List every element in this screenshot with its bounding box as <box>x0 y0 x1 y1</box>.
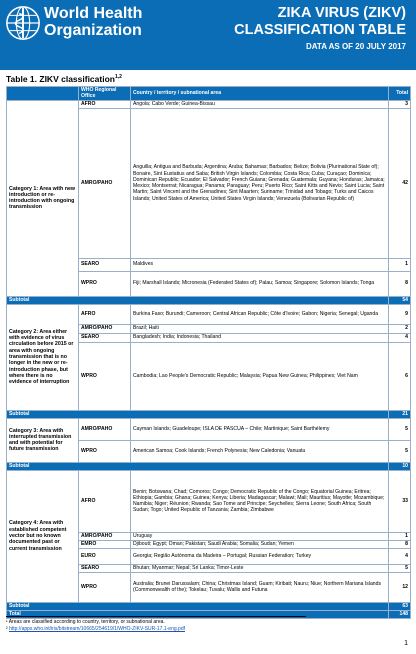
page-number: 1 <box>404 640 408 647</box>
org-line-1: World Health <box>44 5 143 22</box>
office-cell: AFRO <box>79 304 131 324</box>
grand-total-value: 148 <box>389 610 411 618</box>
caption-footnote-refs: 1,2 <box>114 74 122 81</box>
table-row <box>7 304 411 324</box>
areas-cell: Brazil; Haiti <box>131 324 389 333</box>
grand-total-label: Total <box>7 610 389 618</box>
office-cell: AMRO/PAHO <box>79 418 131 440</box>
data-date: DATA AS OF 20 JULY 2017 <box>305 42 406 51</box>
total-cell: 8 <box>389 540 411 548</box>
subtotal-label: Subtotal <box>7 296 389 304</box>
subtotal-label: Subtotal <box>7 462 389 470</box>
category-3-label: Category 3: Area with interrupted transmission and with potential for future transmission <box>7 418 79 462</box>
org-line-2: Organization <box>44 22 142 39</box>
subtotal-value: 63 <box>389 602 411 610</box>
office-cell: SEARO <box>79 333 131 342</box>
areas-cell: Uruguay <box>131 532 389 540</box>
caption-text: Table 1. ZIKV classification <box>6 74 115 84</box>
table-row <box>7 100 411 108</box>
total-cell: 42 <box>389 108 411 258</box>
areas-cell: American Samoa; Cook Islands; French Polynesia; New Caledonia; Vanuatu <box>131 440 389 462</box>
subtotal-row <box>7 462 411 470</box>
areas-cell: Cambodia; Lao People's Democratic Republic; Malaysia; Papua New Guinea; Philippines; Viet Nam <box>131 342 389 410</box>
total-cell: 5 <box>389 440 411 462</box>
areas-cell: Fiji; Marshall Islands; Micronesia (Federated States of); Palau; Samoa; Singapore; Solomon Islands; Tonga <box>131 271 389 296</box>
total-cell: 5 <box>389 564 411 572</box>
total-cell: 2 <box>389 324 411 333</box>
areas-cell: Burkina Faso; Burundi; Cameroon; Central African Republic; Côte d'Ivoire; Gabon; Nigeria; Senegal; Uganda <box>131 304 389 324</box>
office-cell: AMRO/PAHO <box>79 532 131 540</box>
footnote-1: ¹ Areas are classified according to country, territory, or subnational area. <box>6 619 165 625</box>
classification-table <box>6 86 411 619</box>
total-cell: 4 <box>389 548 411 564</box>
office-cell: WPRO <box>79 271 131 296</box>
header-total: Total <box>389 87 411 101</box>
areas-cell: Bangladesh; India; Indonesia; Thailand <box>131 333 389 342</box>
areas-cell: Angola; Cabo Verde; Guinea-Bissau <box>131 100 389 108</box>
total-cell: 8 <box>389 271 411 296</box>
office-cell: AMRO/PAHO <box>79 108 131 258</box>
total-cell: 3 <box>389 100 411 108</box>
footnotes <box>6 616 306 633</box>
subtotal-row <box>7 602 411 610</box>
office-cell: WPRO <box>79 342 131 410</box>
table-header-row <box>7 87 411 101</box>
areas-cell: Georgia; Região Autónoma da Madeira – Portugal; Russian Federation; Turkey <box>131 548 389 564</box>
total-cell: 1 <box>389 258 411 271</box>
total-cell: 6 <box>389 342 411 410</box>
subtotal-row <box>7 296 411 304</box>
title-line-1: ZIKA VIRUS (ZIKV) <box>277 5 406 21</box>
office-cell: SEARO <box>79 258 131 271</box>
subtotal-value: 21 <box>389 410 411 418</box>
office-cell: EURO <box>79 548 131 564</box>
office-cell: WPRO <box>79 440 131 462</box>
header-areas: Country / territory / subnational area <box>131 87 389 101</box>
document-title <box>234 5 406 53</box>
subtotal-value: 10 <box>389 462 411 470</box>
header-category <box>7 87 79 101</box>
total-cell: 33 <box>389 470 411 532</box>
office-cell: WPRO <box>79 572 131 602</box>
total-cell: 4 <box>389 333 411 342</box>
category-1-label: Category 1: Area with new introduction or re-introduction with ongoing transmission <box>7 100 79 296</box>
areas-cell: Djibouti; Egypt; Oman; Pakistan; Saudi Arabia; Somalia; Sudan; Yemen <box>131 540 389 548</box>
office-cell: AFRO <box>79 470 131 532</box>
total-cell: 9 <box>389 304 411 324</box>
areas-cell: Anguilla; Antigua and Barbuda; Argentina; Aruba; Bahamas; Barbados; Belize; Bolivia (Plurinational State of); Bonaire, Sint Eustatius and Saba; British Virgin Islands; Colombia; Costa Rica; Cuba; Curaçao; Dominica; Dominican Republic; Ecuador; El Salvador; French Guiana; Grenada; Guatemala; Guyana; Honduras; Jamaica; Mexico; Montserrat; Nicaragua; Panama; Paraguay; Peru; Puerto Rico; Saint Kitts and Nevis; Saint Lucia; Saint Martin; Saint Vincent and the Grenadines; Sint Maarten; Suriname; Trinidad and Tobago; Turks and Caicos Islands; United States of America; United States Virgin Islands; Venezuela (Bolivarian Republic of) <box>131 108 389 258</box>
office-cell: AFRO <box>79 100 131 108</box>
total-cell: 1 <box>389 532 411 540</box>
footnote-2 <box>6 626 306 633</box>
organization-name <box>44 5 142 39</box>
areas-cell: Benin; Botswana; Chad; Comoros; Congo; Democratic Republic of the Congo; Equatorial Guinea; Eritrea; Ethiopia; Gambia; Ghana; Guinea; Kenya; Liberia; Madagascar; Malawi; Mali; Mauritius; Mayotte; Mozambique; Namibia; Niger; Réunion; Rwanda; Sao Tome and Principe; Seychelles; Sierra Leone; South Africa; South Sudan; Togo; United Republic of Tanzania; Zambia; Zimbabwe <box>131 470 389 532</box>
subtotal-value: 54 <box>389 296 411 304</box>
areas-cell: Bhutan; Myanmar; Nepal; Sri Lanka; Timor-Leste <box>131 564 389 572</box>
table-row <box>7 418 411 440</box>
office-cell: SEARO <box>79 564 131 572</box>
office-cell: EMRO <box>79 540 131 548</box>
table-row <box>7 470 411 532</box>
areas-cell: Australia; Brunei Darussalam; China; Christmas Island; Guam; Kiribati; Nauru; Niue; Northern Mariana Islands (Commonwealth of the); Tokelau; Tuvalu; Wallis and Futuna <box>131 572 389 602</box>
category-4-label: Category 4: Area with established competent vector but no known documented past or current transmission <box>7 470 79 602</box>
areas-cell: Cayman Islands; Guadeloupe; ISLA DE PASCUA – Chile; Martinique; Saint Barthélemy <box>131 418 389 440</box>
header-office: WHO Regional Office <box>79 87 131 101</box>
areas-cell: Maldives <box>131 258 389 271</box>
subtotal-label: Subtotal <box>7 602 389 610</box>
document-header <box>0 0 416 70</box>
subtotal-row <box>7 410 411 418</box>
total-cell: 12 <box>389 572 411 602</box>
category-2-label: Category 2: Area either with evidence of virus circulation before 2015 or area with ongoing transmission that is no longer in the new or re-introduction phase, but where there is no evidence of interruption <box>7 304 79 410</box>
office-cell: AMRO/PAHO <box>79 324 131 333</box>
title-line-2: CLASSIFICATION TABLE <box>234 22 406 38</box>
footnote-2-link[interactable]: http://apps.who.int/iris/bitstream/10665/254619/1/WHO-ZIKV-SUR-17.1-eng.pdf <box>9 626 185 632</box>
total-cell: 5 <box>389 418 411 440</box>
subtotal-label: Subtotal <box>7 410 389 418</box>
table-caption <box>6 74 122 84</box>
who-emblem-icon <box>4 4 42 42</box>
footnote-2-marker: ² <box>6 626 10 632</box>
